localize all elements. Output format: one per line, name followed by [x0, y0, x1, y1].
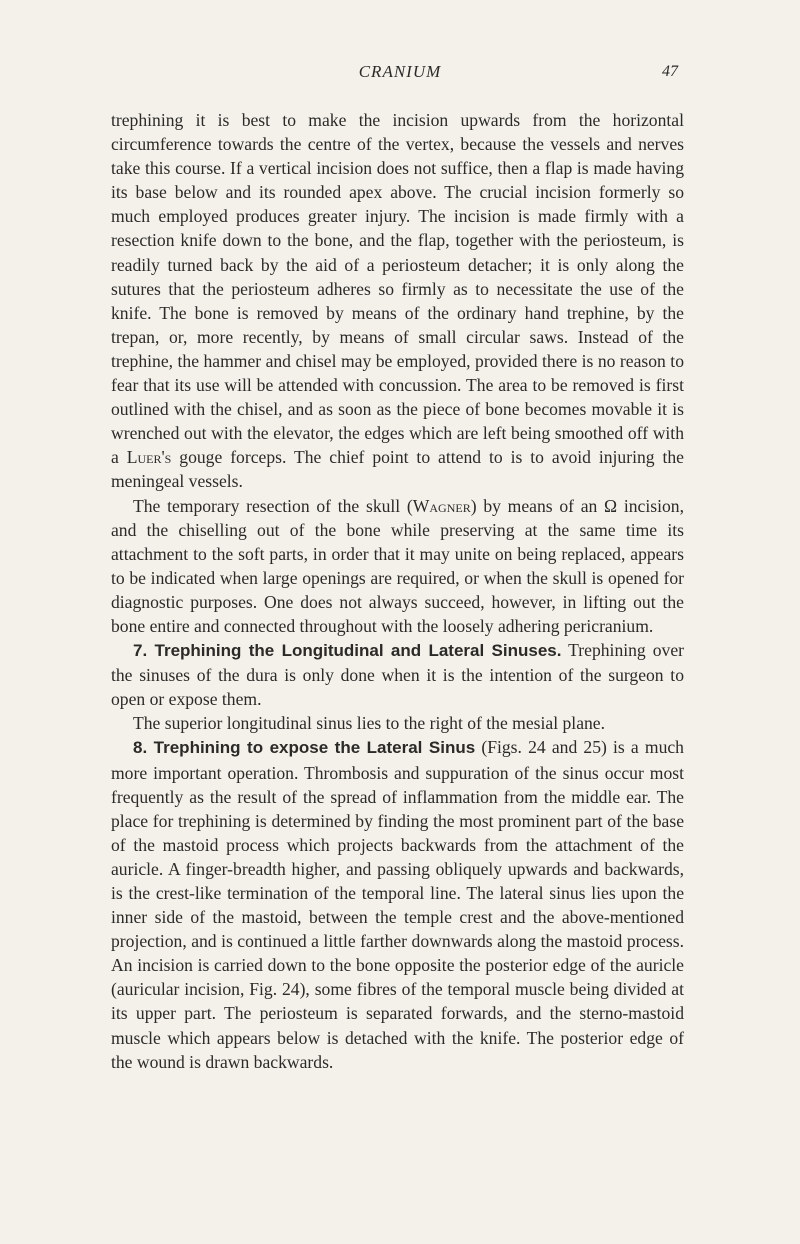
paragraph — [111, 638, 684, 711]
section-heading: 8. Trephining to expose the Lateral Sinus — [133, 738, 476, 758]
body-text — [111, 108, 684, 1074]
author-name-smallcaps: Wagner — [412, 495, 471, 516]
running-title: CRANIUM — [358, 62, 442, 81]
text-run: (Figs. 24 and 25) is a much more important operation. Thrombosis and suppuration of the sinus occur most frequently as the result of the spread of inflammation from the middle ear. The place for trephining is determined by finding the most prominent part of the base of the mastoid process which projects backwards from the attachment of the auricle. A finger-breadth higher, and passing obliquely upwards and backwards, is the crest-like termination of the temporal line. The lateral sinus lies upon the inner side of the mastoid, between the temple crest and the above-mentioned projection, and is continued a little farther downwards along the mastoid process. An incision is carried down to the bone opposite the posterior edge of the auricle (auricular incision, Fig. 24), some fibres of the temporal muscle being divided at its upper part. The periosteum is separated forwards, and the sterno-mastoid muscle which appears below is detached with the knife. The posterior edge of the wound is drawn backwards. — [111, 737, 684, 1072]
text-run: trephining it is best to make the incision upwards from the horizontal circumference towards the centre of the vertex, because the vessels and nerves take this course. If a vertical incision does not suffice, then a flap is made having its base below and its rounded apex above. The crucial incision formerly so much employed produces greater injury. The incision is made firmly with a resection knife down to the bone, and the flap, together with the periosteum, is readily turned back by the aid of a periosteum detacher; it is only along the sutures that the periosteum adheres so firmly as to necessitate the use of the knife. The bone is removed by means of the ordinary hand trephine, by the trepan, or, more recently, by means of small circular saws. Instead of the trephine, the hammer and chisel may be employed, provided there is no reason to fear that its use will be attended with concussion. The area to be removed is first outlined with the chisel, and as soon as the piece of bone becomes movable it is wrenched out with the elevator, the edges which are left being smoothed off with a — [111, 110, 684, 468]
text-run: ) by means of an Ω incision, and the chiselling out of the bone while preserving at the same time its attachment to the soft parts, in order that it may unite on being replaced, appears to be indicated when large openings are required, or when the skull is opened for diagnostic purposes. One does not always succeed, however, in lifting out the bone entire and connected throughout with the loosely adhering pericranium. — [111, 495, 684, 636]
paragraph — [111, 108, 684, 494]
text-run: The temporary resection of the skull ( — [133, 495, 413, 516]
text-run: The superior longitudinal sinus lies to the right of the mesial plane. — [133, 713, 606, 734]
text-run: gouge forceps. The chief point to attend to is to avoid injuring the meningeal vessels. — [111, 447, 684, 492]
paragraph — [111, 711, 684, 735]
paragraph — [111, 735, 684, 1073]
author-name-smallcaps: Luer's — [126, 447, 172, 468]
text-run: Trephining over the sinuses of the dura is only done when it is the intention of the surgeon to open or expose them. — [111, 640, 684, 710]
section-heading: 7. Trephining the Longitudinal and Lateral Sinuses. — [133, 641, 562, 661]
page-number: 47 — [662, 63, 678, 80]
paragraph — [111, 494, 684, 639]
